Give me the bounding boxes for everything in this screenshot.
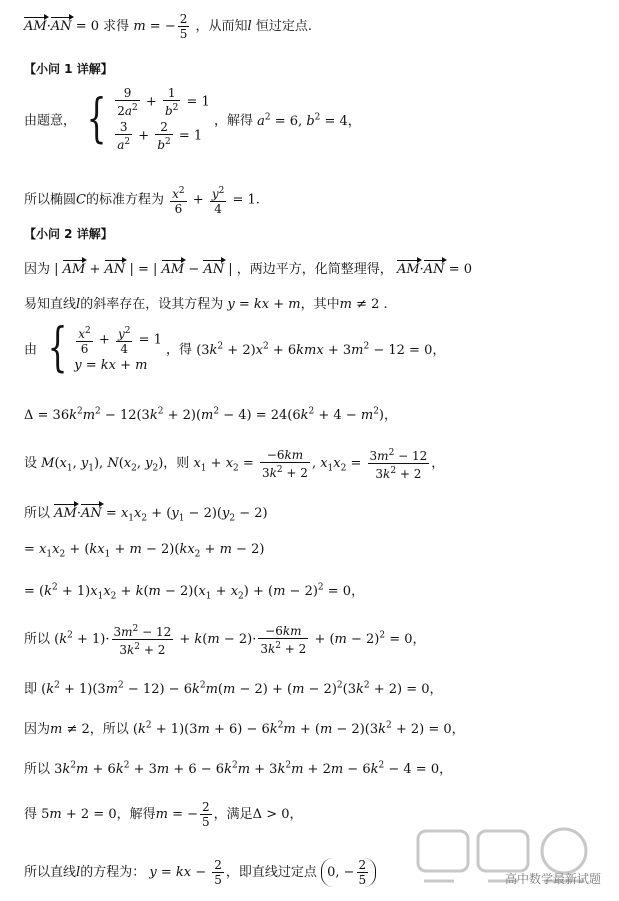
line-10: = $x_1x_2 + (kx_1 + m - 2)(kx_2 + m - 2)$	[24, 542, 265, 560]
line-3: 所以椭圆C的标准方程为 $\frac{x^2}{6}$ + $\frac{y^2}{4}$ = 1.	[24, 186, 260, 216]
line-5: 易知直线l的斜率存在，设其方程为 y = kx + m，其中m ≠ 2 .	[24, 297, 388, 312]
line-13: 即 $(k^2 + 1)(3m^2 - 12) - 6k^2m(m - 2) + (m - 2)^2(3k^2 + 2) = 0$，	[24, 680, 443, 697]
line-11: = $(k^2 + 1)x_1x_2 + k(m - 2)(x_1 + x_2) + (m - 2)^2 = 0$，	[24, 582, 365, 602]
line-17: 所以直线l的方程为： y = kx − $\frac{2}{5}$ ，即直线过定点 0, − $\frac{2}{5}$	[24, 858, 376, 887]
section-2-heading: 【小问 2 详解】	[24, 227, 113, 241]
vector-am: AM	[24, 19, 47, 34]
line-1: AM·AN = 0 求得 m = − $\frac{2}{5}$ ，从而知l 恒过定点.	[24, 12, 312, 41]
line-9: 所以 $AM\cdot AN = x_1x_2 + (y_1 - 2)(y_2 - 2)$	[24, 506, 268, 524]
watermark-text: 高中数学最新试题	[504, 872, 601, 886]
line-2: 由题意， { $\frac{9}{2a^2}$ + $\frac{1}{b^2}$ = 1 $\frac{3}{a^2}$ + $\frac{2}{b^2}$ = 1 ，解得 $a^2 = 6$, $b^2 = 4$，	[24, 86, 361, 152]
line-12: 所以 $(k^2 + 1)\cdot$ $\frac{3m^2 - 12}{3k^2 + 2}$ + k(m − 2)· $\frac{-6km}{3k^2 + 2}$ + $(m - 2)^2 = 0$，	[24, 623, 426, 657]
equation-system-1: { $\frac{9}{2a^2}$ + $\frac{1}{b^2}$ = 1 $\frac{3}{a^2}$ + $\frac{2}{b^2}$ = 1	[86, 86, 210, 152]
line-8: 设 $M(x_1$, $y_1$), $N(x_2$, $y_2$)，则 $x_1 + x_2$ = $\frac{-6km}{3k^2 + 2}$ , $x_1x_2$ = $\frac{3m^2 - 12}{3k^2 + 2}$ ，	[24, 447, 445, 481]
section-1-heading: 【小问 1 详解】	[24, 62, 113, 76]
line-14: 因为m ≠ 2，所以 $(k^2 + 1)(3m + 6) - 6k^2m + (m - 2)(3k^2 + 2) = 0$，	[24, 720, 465, 737]
fixed-point: 0, − $\frac{2}{5}$	[321, 858, 376, 887]
line-6: 由 { $\frac{x^2}{6}$ + $\frac{y^2}{4}$ = 1 y = kx + m ，得 $(3k^2 + 2)x^2 + 6kmx + 3m^2 - 12 = 0$，	[24, 318, 446, 378]
line-4: 因为 | AM + AN | = | AM − AN | ，两边平方，化简整理得， AM·AN = 0	[24, 262, 472, 277]
line-15: 所以 $3k^2m + 6k^2 + 3m + 6 - 6k^2m + 3k^2m + 2m - 6k^2 - 4 = 0$，	[24, 760, 453, 777]
line-16: 得 5m + 2 = 0，解得m = − $\frac{2}{5}$ ，满足Δ > 0，	[24, 800, 303, 829]
equation-system-2: { $\frac{x^2}{6}$ + $\frac{y^2}{4}$ = 1 y = kx + m	[47, 318, 162, 378]
vector-an: AN	[50, 19, 72, 34]
line-7: $\Delta = 36k^2m^2 - 12(3k^2 + 2)(m^2 - 4) = 24(6k^2 + 4 - m^2)$，	[24, 406, 397, 423]
